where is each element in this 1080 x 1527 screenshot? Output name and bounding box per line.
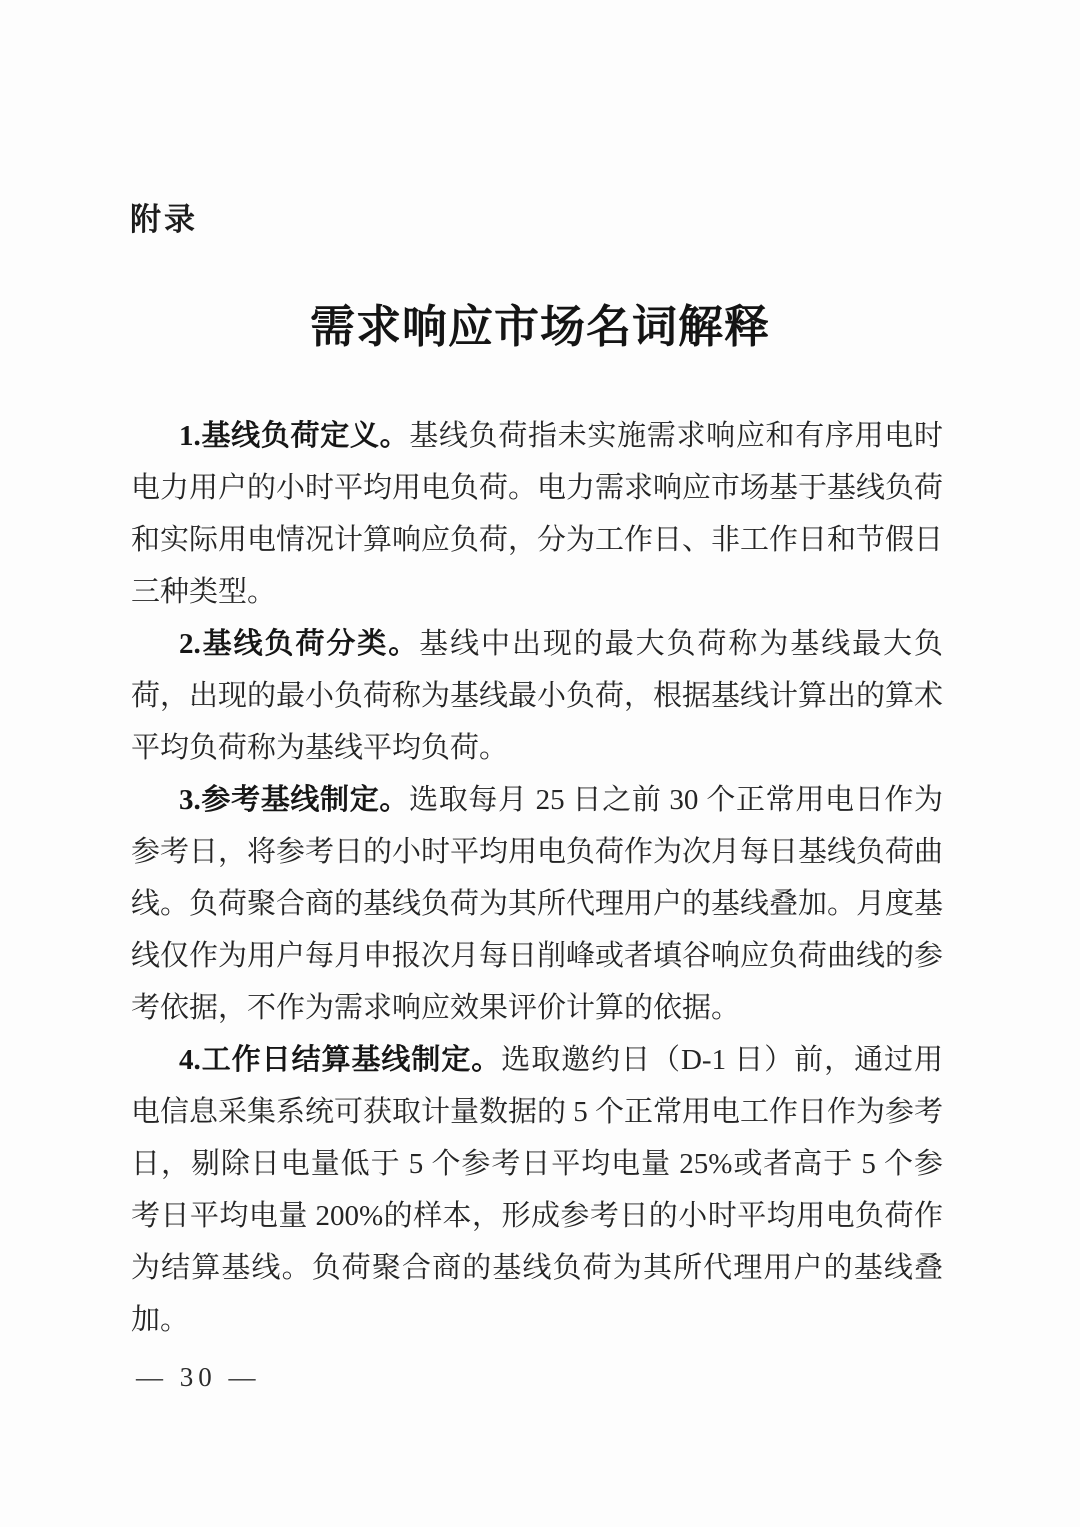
paragraph-3-lead: 3.参考基线制定。 bbox=[179, 784, 410, 816]
paragraph-baseline-classification bbox=[131, 618, 943, 774]
paragraph-reference-baseline bbox=[131, 774, 943, 1034]
paragraph-4-lead: 4.工作日结算基线制定。 bbox=[179, 1044, 502, 1076]
page-number: — 30 — bbox=[136, 1362, 261, 1392]
paragraph-1-text: 基线负荷指未实施需求响应和有序用电时电力用户的小时平均用电负荷。电力需求响应市场基于基线负荷和实际用电情况计算响应负荷，分为工作日、非工作日和节假日三种类型。 bbox=[131, 420, 944, 608]
paragraph-1-lead: 1.基线负荷定义。 bbox=[179, 420, 410, 452]
paragraph-2-text: 基线中出现的最大负荷称为基线最大负荷，出现的最小负荷称为基线最小负荷，根据基线计算出的算术平均负荷称为基线平均负荷。 bbox=[131, 628, 944, 764]
paragraph-2-lead: 2.基线负荷分类。 bbox=[179, 628, 420, 660]
paragraph-4-text: 选取邀约日（D-1 日）前，通过用电信息采集系统可获取计量数据的 5 个正常用电工作日作为参考日，剔除日电量低于 5 个参考日平均电量 25%或者高于 5 个参考日平均电量 200%的样本，形成参考日的小时平均用电负荷作为结算基线。负荷聚合商的基线负荷为其所代理用户的基线叠加。 bbox=[131, 1044, 944, 1336]
paragraph-workday-settlement-baseline bbox=[131, 1034, 943, 1346]
document-body bbox=[131, 410, 943, 1346]
page-title: 需求响应市场名词解释 bbox=[309, 302, 770, 352]
appendix-label: 附录 bbox=[130, 202, 198, 237]
paragraph-baseline-definition bbox=[131, 410, 943, 618]
paragraph-3-text: 选取每月 25 日之前 30 个正常用电日作为参考日，将参考日的小时平均用电负荷作为次月每日基线负荷曲线。负荷聚合商的基线负荷为其所代理用户的基线叠加。月度基线仅作为用户每月申报次月每日削峰或者填谷响应负荷曲线的参考依据，不作为需求响应效果评价计算的依据。 bbox=[131, 784, 944, 1024]
